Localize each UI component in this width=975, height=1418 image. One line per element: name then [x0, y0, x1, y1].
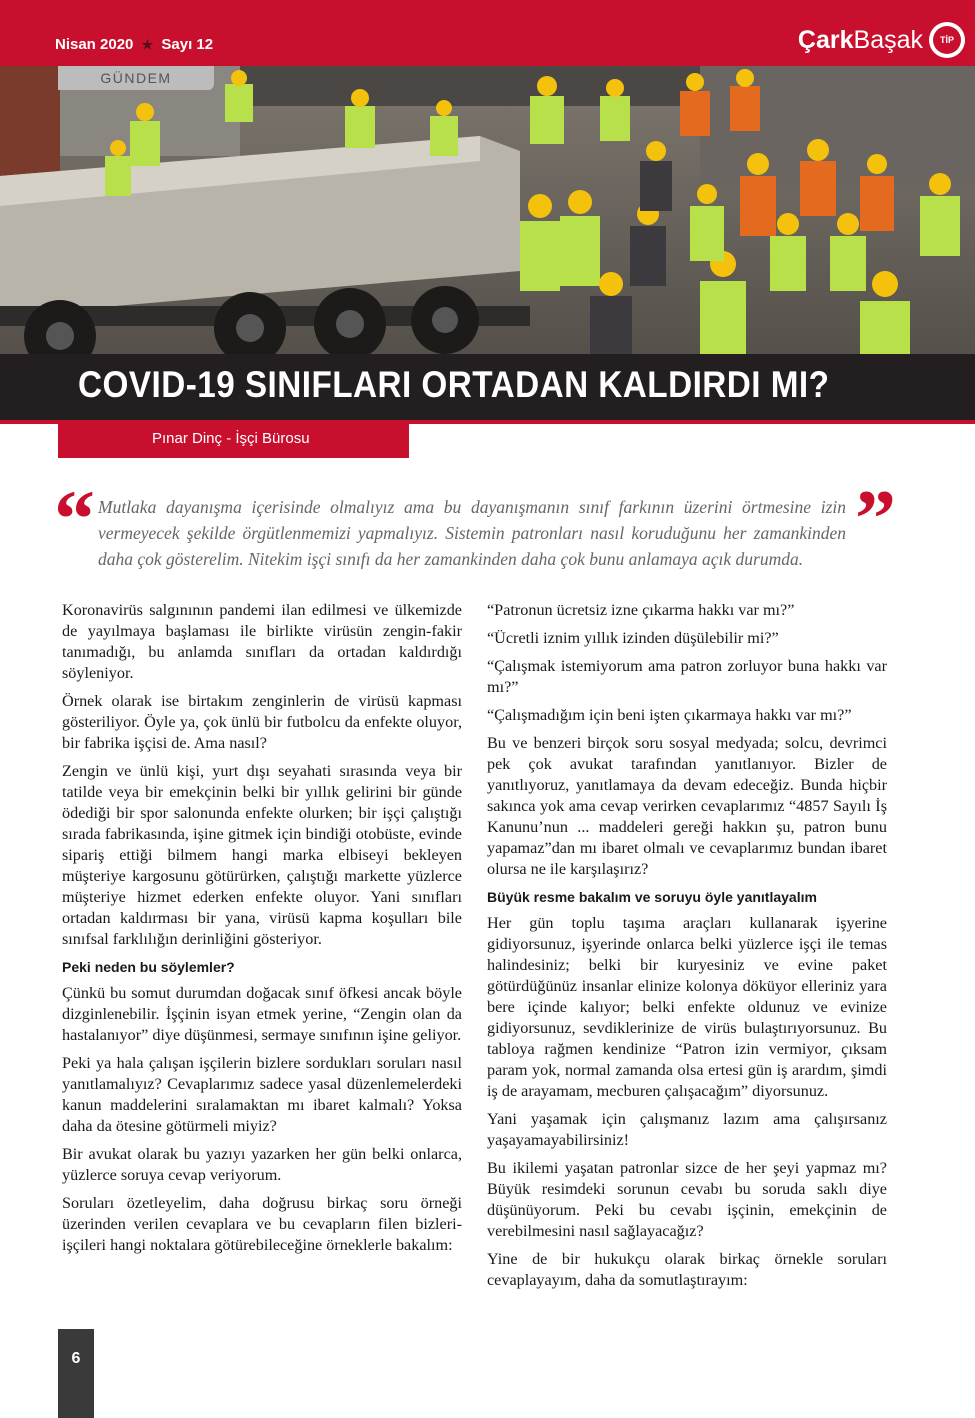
paragraph: Örnek olarak ise birtakım zenginlerin de virüsü kapması gösteriliyor. Öyle ya, çok ünlü bir futbolcu da enfekte oluyor, bir fabrika işçisi de. Ama nasıl? [62, 692, 462, 752]
paragraph: Yine de bir hukukçu olarak birkaç örnekle soruları cevaplayayım, daha da somutlaştırayım: [487, 1250, 887, 1289]
masthead-bar [0, 0, 975, 66]
pull-quote: Mutlaka dayanışma içerisinde olmalıyız ama bu dayanışmanın sınıf farkının üzerini örtmesine izin vermeyecek şekilde örgütlenmemizi yapmalıyız. Sistemin patronları nasıl koruduğunu her zamankinden daha çok gösterelim. Nitekim işçi sınıfı da her zamankinden daha çok bunu anlamaya açık durumda. [98, 497, 846, 569]
right-column [487, 600, 887, 1298]
paragraph: Yani yaşamak için çalışmanız lazım ama çalışırsanız yaşayamayabilirsiniz! [487, 1110, 887, 1149]
question: “Çalışmadığım için beni işten çıkarmaya hakkı var mı?” [487, 706, 852, 724]
close-quote-icon: ” [855, 473, 896, 564]
issue-info [55, 36, 213, 53]
paragraph: Soruları özetleyelim, daha doğrusu birkaç soru örneği üzerinden verilen cevaplara ve bu cevapların filen bizleri-işçileri hangi noktalara götürebileceğine örneklerle bakalım: [62, 1194, 462, 1254]
subheading: Peki neden bu söylemler? [62, 959, 235, 975]
open-quote-icon: “ [54, 473, 95, 564]
paragraph: Peki ya hala çalışan işçilerin bizlere sordukları soruları nasıl yanıtlamalıyız? Cevaplarımız sadece yasal düzenlemelerdeki kanun maddelerini sıralamaktan mı ibaret kalmalı? Yoksa daha da ötesine götürmeli miyiz? [62, 1054, 462, 1135]
question: “Patronun ücretsiz izne çıkarma hakkı var mı?” [487, 601, 795, 619]
party-emblem-icon: TİP [929, 22, 965, 58]
issue-number: Sayı 12 [161, 36, 214, 53]
paragraph: Bu ikilemi yaşatan patronlar sizce de her şeyi yapmaz mı? Büyük resimdeki sorunun cevabı bu soruda saklı diye düşünüyorum. Peki bu cevabı işçinin, emekçinin de verebilmesini nasıl sağlayacağız? [487, 1159, 887, 1240]
paragraph: Zengin ve ünlü kişi, yurt dışı seyahati sırasında veya bir tatilde veya bir emekçinin belki bir yıllık gelirini bir günde ödediği bir spor salonunda enfekte olurken; bir işçi çalıştığı sırada fabrikasında, işine gitmek için bindiği otobüste, evinde sipariş ettiği bilmem hangi marka elbiseyi bekleyen müşteriye kargosunu götürürken, çalıştığı markette yüzlerce müşteriye hizmet ederken enfekte oluyor. Yani sınıfları ortadan kaldırması bir yana, virüsü kapma koşulları bile sınıfsal farklılığın derinliğini gösteriyor. [62, 762, 462, 948]
paragraph: Koronavirüs salgınının pandemi ilan edilmesi ve ülkemizde de yayılmaya başlaması ile birlikte virüsün zengin-fakir tanımadığı, bu anlamda sınıfları da ortadan kaldırdığı söyleniyor. [62, 601, 462, 682]
question: “Ücretli iznim yıllık izinden düşülebilir mi?” [487, 629, 779, 647]
star-icon: ★ [141, 37, 154, 52]
page-number: 6 [58, 1329, 94, 1418]
question: “Çalışmak istemiyorum ama patron zorluyor buna hakkı var mı?” [487, 657, 887, 696]
brand-logo: ÇarkBaşak [797, 26, 923, 54]
section-tag: GÜNDEM [58, 66, 214, 90]
left-column [62, 600, 462, 1263]
article-title: COVID-19 SINIFLARI ORTADAN KALDIRDI MI? [78, 364, 830, 405]
title-band [0, 354, 975, 420]
paragraph: Bir avukat olarak bu yazıyı yazarken her gün belki onlarca, yüzlerce soruya cevap veriyorum. [62, 1145, 462, 1184]
issue-date: Nisan 2020 [55, 36, 134, 53]
subheading: Büyük resme bakalım ve soruyu öyle yanıtlayalım [487, 889, 817, 905]
paragraph: Her gün toplu taşıma araçları kullanarak işyerine gidiyorsunuz, işyerinde onlarca belki yüzlerce işçi ile temas halindesiniz; belki bir kuryesiniz ve evine paket götürdüğünüz insanlar elinize kolonya döküyor elleriniz yara bere içinde kalıyor; belki enfekte oldunuz ve evinize gidiyorsunuz, sevdiklerinize de virüs bulaştırıyorsunuz. Bu tabloya rağmen kendinize “Patron izin vermiyor, çıksam param yok, normal zamanda olsa ertesi gün iş arardım, şimdi iş de arayamam, mecburen çalışacağım” diyorsunuz. [487, 914, 887, 1100]
paragraph: Bu ve benzeri birçok soru sosyal medyada; solcu, devrimci pek çok avukat tarafından yanıtlanıyor. Bizler de yanıtlıyoruz, yanıtlamaya da devam edeceğiz. Bunda hiçbir sakınca yok ama cevap verirken cevaplarımız “4857 Sayılı İş Kanunu’nun ... maddeleri gereği hakkın şu, patron bunu yapamaz”dan mı ibaret olmalı ve cevaplarımız bundan ibaret olursa ne ile karşılaşırız? [487, 734, 887, 878]
paragraph: Çünkü bu somut durumdan doğacak sınıf öfkesi ancak böyle dizginlenebilir. İşçinin isyan etmek yerine, “Zengin olan da hastalanıyor” diye düşünmesi, sermaye sınıfının işine geliyor. [62, 984, 462, 1044]
author-bar [58, 424, 409, 458]
hero-photo [0, 66, 975, 354]
author-name: Pınar Dinç - İşçi Bürosu [152, 430, 310, 447]
